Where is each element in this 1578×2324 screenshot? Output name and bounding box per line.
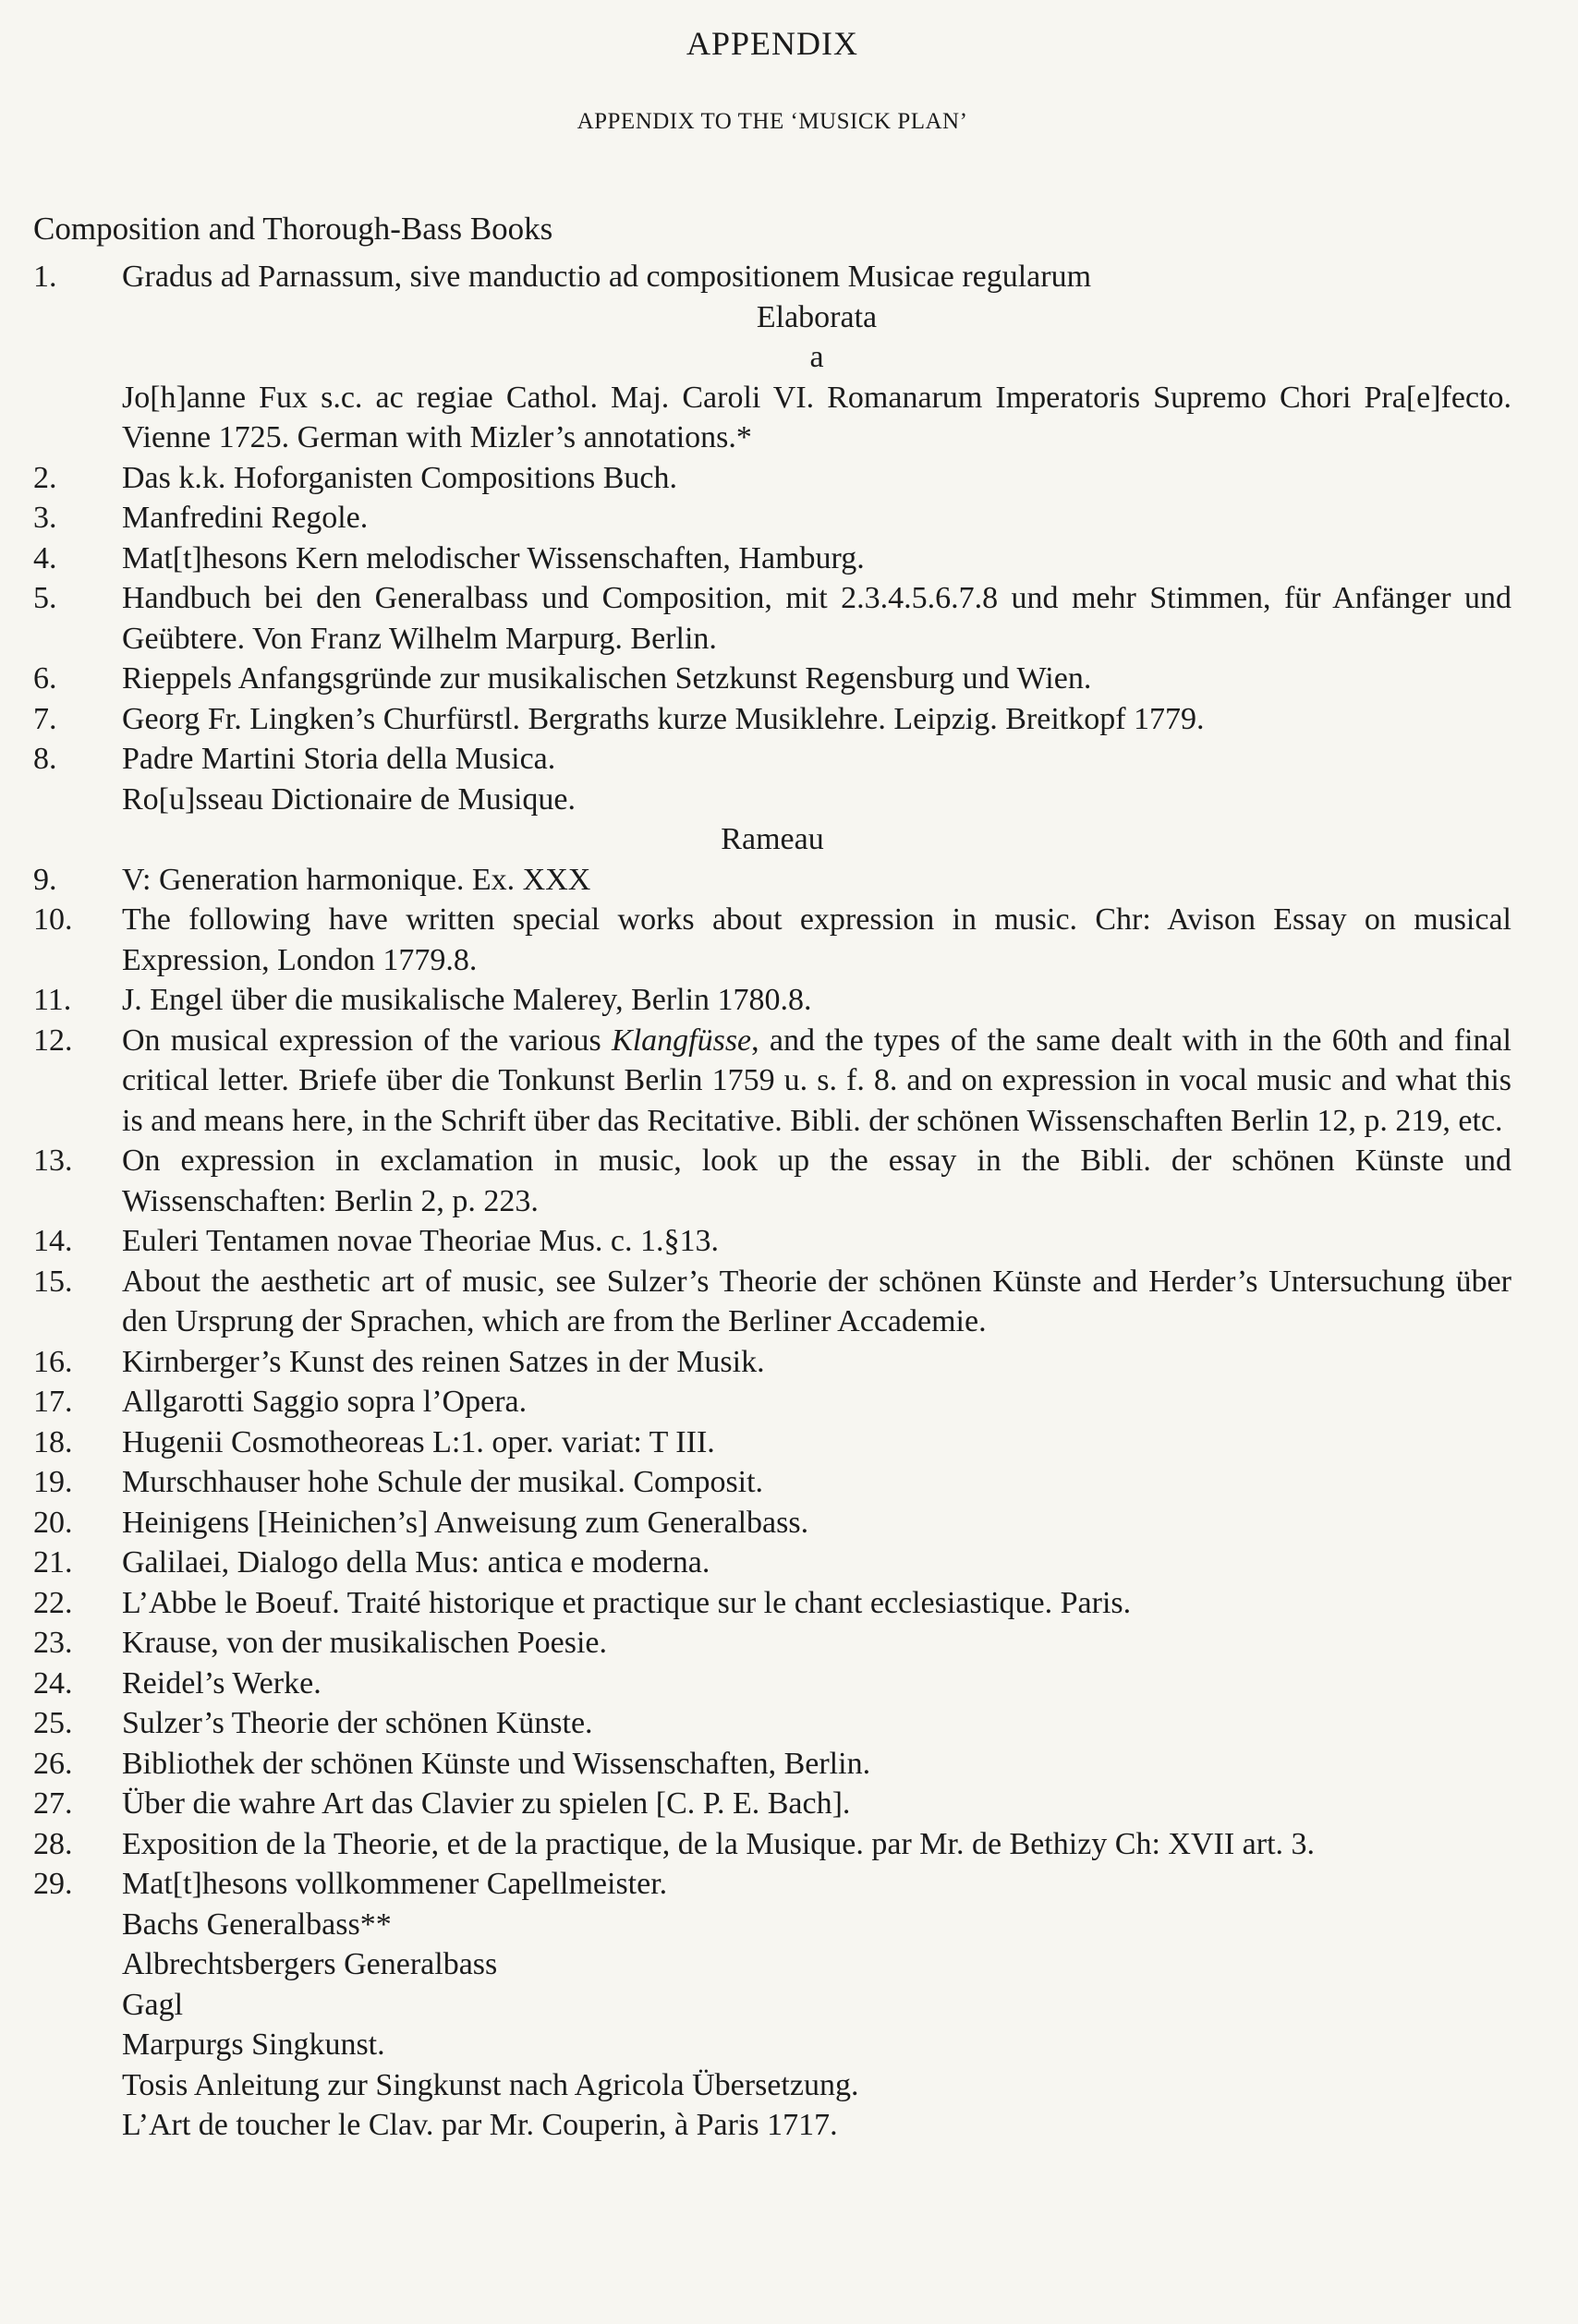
item-text: V: Generation harmonique. Ex. XXX <box>122 862 591 897</box>
list-item <box>33 860 1511 901</box>
list-item <box>33 257 1511 458</box>
item-text: Murschhauser hohe Schule der musikal. Composit. <box>122 1465 764 1499</box>
continuation-line: Bachs Generalbass** <box>122 1906 392 1942</box>
continuation-line: L’Art de toucher le Clav. par Mr. Couperin, à Paris 1717. <box>122 2108 838 2142</box>
item-number: 2. <box>33 460 57 495</box>
list-item <box>33 1462 1511 1503</box>
continuation-line: Marpurgs Singkunst. <box>122 2027 385 2062</box>
list-item <box>33 1503 1511 1543</box>
list-item <box>33 1543 1511 1583</box>
item-text: Allgarotti Saggio sopra l’Opera. <box>122 1385 528 1419</box>
item-number: 17. <box>33 1385 73 1419</box>
item-text: The following have written special works about expression in music. Chr: Avison Essay on musical Expression, London 1779.8. <box>122 902 1511 977</box>
list-item <box>33 980 1511 1021</box>
list-item <box>33 1784 1511 1824</box>
item-text: J. Engel über die musikalische Malerey, Berlin 1780.8. <box>122 983 812 1017</box>
list-item <box>33 1382 1511 1422</box>
item-number: 11. <box>33 983 72 1017</box>
item-text-line: Jo[h]anne Fux s.c. ac regiae Cathol. Maj. Caroli VI. Romanarum Imperatoris Supremo Chori Pra[e]fecto. Vienne 1725. German with Mizler’s annotations.* <box>122 380 1511 454</box>
list-item <box>33 1824 1511 1865</box>
item-text: On expression in exclamation in music, look up the essay in the Bibli. der schönen Künste und Wissenschaften: Berlin 2, p. 223. <box>122 1144 1511 1218</box>
item-text <box>122 1021 1511 1142</box>
item-number: 16. <box>33 1344 73 1379</box>
item-text: Galilaei, Dialogo della Mus: antica e moderna. <box>122 1545 710 1580</box>
item-text <box>122 257 1511 458</box>
item-text: Rieppels Anfangsgründe zur musikalischen Setzkunst Regensburg und Wien. <box>122 661 1092 696</box>
item-number: 20. <box>33 1505 73 1540</box>
item-number: 19. <box>33 1465 73 1499</box>
item-text: Sulzer’s Theorie der schönen Künste. <box>122 1706 593 1740</box>
continuation-line: Ro[u]sseau Dictionaire de Musique. <box>122 781 576 817</box>
item-text: Georg Fr. Lingken’s Churfürstl. Bergraths kurze Musiklehre. Leipzig. Breitkopf 1779. <box>122 701 1205 736</box>
item-text: Euleri Tentamen novae Theoriae Mus. c. 1.§13. <box>122 1224 719 1258</box>
list-item <box>33 458 1511 499</box>
item-text: Handbuch bei den Generalbass und Composition, mit 2.3.4.5.6.7.8 und mehr Stimmen, für Anfänger und Geübtere. Von Franz Wilhelm Marpurg. Berlin. <box>122 581 1511 656</box>
item-text-line: a <box>809 340 824 374</box>
item-number: 10. <box>33 902 73 937</box>
item-number: 24. <box>33 1665 73 1701</box>
item-text: Reidel’s Werke. <box>122 1665 322 1701</box>
item-number: 18. <box>33 1424 73 1459</box>
item-text: Mat[t]hesons Kern melodischer Wissenschaften, Hamburg. <box>122 540 865 575</box>
list-item <box>33 1664 1511 1704</box>
item-number: 15. <box>33 1264 73 1299</box>
item-text: Krause, von der musikalischen Poesie. <box>122 1626 607 1660</box>
item-number: 29. <box>33 1867 73 1901</box>
item-text-italic: Klangfüsse <box>612 1023 752 1058</box>
continuation-line: Tosis Anleitung zur Singkunst nach Agricola Übersetzung. <box>122 2067 859 2102</box>
list-item <box>33 1221 1511 1262</box>
item-text: Padre Martini Storia della Musica. <box>122 742 556 776</box>
item-text: Manfredini Regole. <box>122 501 369 535</box>
item-number: 6. <box>33 661 57 696</box>
list-item <box>33 1141 1511 1221</box>
list-item <box>33 498 1511 539</box>
item-number: 8. <box>33 742 57 776</box>
list-item <box>33 1422 1511 1463</box>
item-text-part: , and the types of the same dealt with in the 60th and final critical letter. Briefe über die Tonkunst Berlin 1759 u. s. f. 8. and on expression in vocal music and what this is and means here, in the Schrift über das Recitative. Bibli. der schönen Wissenschaften Berlin 12, p. 219, etc. <box>122 1023 1511 1138</box>
list-item <box>33 578 1511 659</box>
list-item <box>33 739 1511 780</box>
item-number: 21. <box>33 1545 73 1580</box>
item-number: 1. <box>33 260 57 294</box>
list-item <box>33 1021 1511 1142</box>
item-number: 14. <box>33 1224 73 1258</box>
item-number: 4. <box>33 540 57 575</box>
item-text: Hugenii Cosmotheoreas L:1. oper. variat: T III. <box>122 1424 715 1459</box>
item-number: 25. <box>33 1706 73 1740</box>
item-number: 7. <box>33 701 57 736</box>
item-text-part: On musical expression of the various <box>122 1023 613 1058</box>
item-number: 3. <box>33 501 57 535</box>
bibliography-list <box>33 257 1511 2146</box>
list-item <box>33 1583 1511 1624</box>
item-text: Das k.k. Hoforganisten Compositions Buch. <box>122 460 677 495</box>
item-text: Exposition de la Theorie, et de la practique, de la Musique. par Mr. de Bethizy Ch: XVII art. 3. <box>122 1826 1316 1861</box>
document-page <box>33 0 1511 2324</box>
continuation-line: Albrechtsbergers Generalbass <box>122 1947 498 1981</box>
item-number: 28. <box>33 1826 73 1861</box>
item-text: Bibliothek der schönen Künste und Wissenschaften, Berlin. <box>122 1746 871 1781</box>
item-text: Über die wahre Art das Clavier zu spielen [C. P. E. Bach]. <box>122 1786 851 1821</box>
item-text: Kirnberger’s Kunst des reinen Satzes in der Musik. <box>122 1344 765 1379</box>
page-title: APPENDIX <box>686 25 858 62</box>
list-item <box>33 1744 1511 1785</box>
item-number: 13. <box>33 1144 73 1178</box>
item-number: 5. <box>33 581 57 615</box>
item-text-line: Gradus ad Parnassum, sive manductio ad compositionem Musicae regularum <box>122 260 1092 294</box>
continuation-line: Gagl <box>122 1987 184 2022</box>
item-text: Heinigens [Heinichen’s] Anweisung zum Generalbass. <box>122 1505 809 1540</box>
item-number: 22. <box>33 1585 73 1620</box>
item-number: 12. <box>33 1023 73 1058</box>
page-subtitle: APPENDIX TO THE ‘MUSICK PLAN’ <box>577 109 968 134</box>
item-text: L’Abbe le Boeuf. Traité historique et practique sur le chant ecclesiastique. Paris. <box>122 1585 1132 1620</box>
list-item <box>33 1703 1511 1744</box>
list-item <box>33 1342 1511 1383</box>
centered-heading: Rameau <box>721 822 824 856</box>
item-text: Mat[t]hesons vollkommener Capellmeister. <box>122 1867 668 1901</box>
section-heading: Composition and Thorough-Bass Books <box>33 211 553 247</box>
item-text-line: Elaborata <box>756 299 878 334</box>
item-number: 9. <box>33 862 57 897</box>
list-item <box>33 539 1511 579</box>
item-number: 26. <box>33 1746 73 1781</box>
list-item <box>33 699 1511 740</box>
list-item <box>33 659 1511 699</box>
list-item <box>33 1262 1511 1342</box>
list-item <box>33 1864 1511 1905</box>
item-text: About the aesthetic art of music, see Sulzer’s Theorie der schönen Künste and Herder’s Untersuchung über den Ursprung der Sprachen, which are from the Berliner Accademie. <box>122 1264 1511 1338</box>
list-item <box>33 1623 1511 1664</box>
item-number: 27. <box>33 1786 73 1821</box>
list-item <box>33 900 1511 980</box>
item-number: 23. <box>33 1626 73 1660</box>
